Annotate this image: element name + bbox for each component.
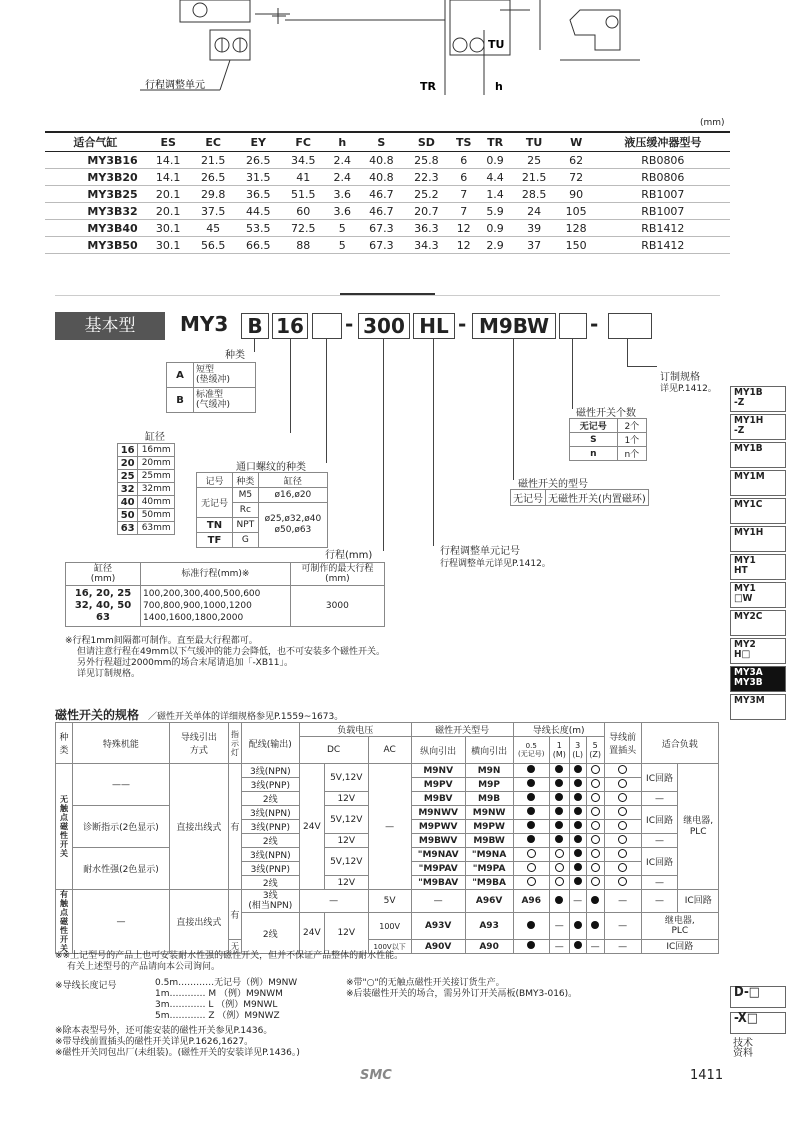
dimension-table (45, 131, 730, 254)
open-dot-icon (527, 849, 536, 858)
tab-x[interactable]: -X□ (730, 1012, 786, 1034)
table-row: MY3B16 14.1 21.5 26.5 34.5 2.4 40.8 25.8 6 0.9 25 62 RB0806 (45, 152, 730, 169)
filled-dot-icon (527, 793, 535, 801)
open-dot-icon (555, 877, 564, 886)
open-dot-icon (618, 765, 627, 774)
open-dot-icon (527, 877, 536, 886)
adjust-sub: 行程调整单元详见P.1412。 (440, 559, 551, 569)
column-header: EY (236, 132, 281, 152)
smc-logo: SMC (360, 1068, 392, 1083)
right-notes: ※带"○"的无触点磁性开关接订货生产。 ※后装磁性开关的场合，需另外订开关鬲板(BMY3-016)。 (346, 978, 578, 999)
filled-dot-icon (574, 941, 582, 949)
stroke-notes: ※行程1mm间隔都可制作。直至最大行程都可。 但请注意行程在49mm以下气缓冲的能力会降低，也不可安装多个磁性开关。 另外行程超过2000mm的场合末尾请追加「-XB11」。 详见订制规格。 (65, 636, 385, 679)
open-dot-icon (618, 835, 627, 844)
tab-my1-□w[interactable]: MY1 □W (730, 582, 786, 608)
open-dot-icon (555, 863, 564, 872)
tab-my3a-my3b[interactable]: MY3A MY3B (730, 666, 786, 692)
filled-dot-icon (574, 793, 582, 801)
table-row: 2线 12V "M9BAV "M9BA — (56, 876, 719, 890)
filled-dot-icon (574, 863, 582, 871)
column-header: TR (479, 132, 512, 152)
bore-label: 缸径 (145, 432, 165, 443)
port-label: 通口螺纹的种类 (236, 462, 306, 473)
custom-label: 订制规格 (660, 372, 700, 383)
switch-count-label: 磁性开关个数 (576, 408, 636, 419)
table-row: MY3B20 14.1 26.5 31.5 41 2.4 40.8 22.3 6 4.4 21.5 72 RB0806 (45, 169, 730, 186)
table-row: 诊断指示(2色显示) 3线(NPN) 5V,12V M9NWV M9NW IC回路 (56, 806, 719, 820)
filled-dot-icon (555, 793, 563, 801)
switch-model-label: 磁性开关的型号 (518, 479, 588, 490)
tab-my1h--z[interactable]: MY1H -Z (730, 414, 786, 440)
filled-dot-icon (527, 779, 535, 787)
filled-dot-icon (574, 877, 582, 885)
filled-dot-icon (555, 821, 563, 829)
open-dot-icon (555, 849, 564, 858)
svg-text:TU: TU (488, 38, 505, 51)
column-header: SD (404, 132, 449, 152)
open-dot-icon (591, 835, 600, 844)
table-row: 3线(PNP) "M9PAV "M9PA (56, 862, 719, 876)
stroke-label: 行程(mm) (325, 550, 373, 561)
filled-dot-icon (527, 921, 535, 929)
open-dot-icon (618, 793, 627, 802)
tab-my1m[interactable]: MY1M (730, 470, 786, 496)
tab-my1h[interactable]: MY1H (730, 526, 786, 552)
filled-dot-icon (527, 941, 535, 949)
page-number: 1411 (690, 1068, 724, 1083)
code-type: B (241, 313, 269, 339)
code-bore: 16 (272, 313, 308, 339)
type-table (166, 362, 256, 413)
code-stroke: 300 (358, 313, 410, 339)
dimension-drawing (0, 0, 720, 115)
adjust-label: 行程调整单元记号 (440, 546, 520, 557)
column-header: h (326, 132, 359, 152)
basic-type-badge: 基本型 (55, 312, 165, 340)
filled-dot-icon (555, 807, 563, 815)
filled-dot-icon (574, 821, 582, 829)
table-row: B 标准型 (气缓冲) (167, 388, 256, 413)
lead-len-title: ※导线长度记号 (55, 981, 117, 991)
table-row: 16 16mm (118, 444, 175, 457)
open-dot-icon (618, 863, 627, 872)
code-switch: M9BW (472, 313, 556, 339)
tab-my2-h□[interactable]: MY2 H□ (730, 638, 786, 664)
filled-dot-icon (574, 807, 582, 815)
open-dot-icon (618, 821, 627, 830)
filled-dot-icon (574, 921, 582, 929)
column-header: 液压缓冲器型号 (596, 132, 730, 152)
open-dot-icon (618, 807, 627, 816)
filled-dot-icon (591, 921, 599, 929)
code-custom (608, 313, 652, 339)
column-header: 适合气缸 (45, 132, 146, 152)
filled-dot-icon (527, 807, 535, 815)
table-row: 耐水性强(2色显示) 3线(NPN) 5V,12V "M9NAV "M9NA IC回路 (56, 848, 719, 862)
table-row: 有触点磁性开关 — 直接出线式 有 3线 (相当NPN) — 5V — A96V A96 — — — IC回路 (56, 890, 719, 913)
table-row: 3线(PNP) M9PV M9P (56, 778, 719, 792)
column-header: EC (191, 132, 236, 152)
open-dot-icon (591, 849, 600, 858)
filled-dot-icon (574, 835, 582, 843)
type-label: 种类 (225, 350, 245, 361)
table-row: 40 40mm (118, 496, 175, 509)
tab-my1-ht[interactable]: MY1 HT (730, 554, 786, 580)
filled-dot-icon (527, 765, 535, 773)
table-row: 3线(PNP) M9PWV M9PW (56, 820, 719, 834)
table-row: 32 32mm (118, 483, 175, 496)
unit-label: (mm) (700, 118, 725, 128)
port-table: 记号 种类 缸径 无记号 M5 ø16,ø20 Rc ø25,ø32,ø40 ø50,ø63 TN NPT TF G (196, 472, 328, 548)
table-row: 63 63mm (118, 522, 175, 535)
open-dot-icon (591, 877, 600, 886)
bore-table (117, 443, 175, 535)
code-prefix: MY3 (180, 312, 229, 336)
open-dot-icon (527, 863, 536, 872)
column-header: TS (449, 132, 479, 152)
table-row: MY3B25 20.1 29.8 36.5 51.5 3.6 46.7 25.2 7 1.4 28.5 90 RB1007 (45, 186, 730, 203)
table-row: 无 100V以下 A90V A90 — — — IC回路 (56, 940, 719, 954)
stroke-table: 缸径 (mm) 标准行程(mm)※ 可制作的最大行程 (mm) 16, 20, 25 32, 40, 50 63 100,200,300,400,500,600 700,800,900,1000,1200 1400,1600,1800,2000 3000 (65, 562, 385, 627)
table-row: 无触点磁性开关 —— 直接出线式 有 3线(NPN) 24V 5V,12V — M9NV M9N IC回路 继电器, PLC (56, 764, 719, 778)
table-row: MY3B40 30.1 45 53.5 72.5 5 67.3 36.3 12 0.9 39 128 RB1412 (45, 220, 730, 237)
switch-model-table: 无记号 无磁性开关(内置磁环) (510, 489, 649, 506)
table-row: 20 20mm (118, 457, 175, 470)
open-dot-icon (618, 849, 627, 858)
table-row: 2线 24V 12V 100V A93V A93 — — 继电器, PLC (56, 913, 719, 940)
filled-dot-icon (574, 765, 582, 773)
custom-sub: 详见P.1412。 (660, 384, 717, 394)
open-dot-icon (618, 877, 627, 886)
svg-text:h: h (495, 80, 503, 93)
filled-dot-icon (527, 821, 535, 829)
table-row: MY3B32 20.1 37.5 44.5 60 3.6 46.7 20.7 7 5.9 24 105 RB1007 (45, 203, 730, 220)
open-dot-icon (591, 765, 600, 774)
filled-dot-icon (574, 779, 582, 787)
open-dot-icon (591, 863, 600, 872)
table-row: 25 25mm (118, 470, 175, 483)
switch-count-table: 无记号 2个 S 1个 n n个 (569, 418, 647, 461)
switch-spec-table: 种类 特殊机能 导线引出 方式 指示灯 配线(输出) 负载电压 磁性开关型号 导线长度(m) 导线前 置插头 适合负载 DC AC 纵向引出 横向引出 0.5 (无记号) 1 (M) 3 (L) 5 (Z) 无触点磁性开关 —— 直接出线式 有 3线(NPN) 24V 5V,12V — M9NV M9N IC回路 继电器, PLC 3线(PNP) M9PV M9P 2线 12V M9BV M9B — 诊断指示(2色显示) 3线(NPN) 5V,12V M9NWV M9NW IC回路 3线(PNP) M9PWV M9PW 2线 12V M9BWV M9BW — 耐水性强(2色显示) 3线(NPN) 5V,12V "M9NAV "M9NA IC回路 3线(PNP) "M9PAV "M9PA 2线 12V "M9BAV "M9BA — 有触点磁性开关 — 直接出线式 有 3线 (相当NPN) — 5V — A96V A96 — — — IC回路 2线 24V 12V 100V A93V A93 — — 继电器, PLC 无 100V以下 A90V A90 — — — IC回路 (55, 722, 719, 954)
filled-dot-icon (555, 765, 563, 773)
tab-my2c[interactable]: MY2C (730, 610, 786, 636)
tab-my3m[interactable]: MY3M (730, 694, 786, 720)
filled-dot-icon (555, 779, 563, 787)
column-header: FC (281, 132, 326, 152)
tab-tech[interactable]: 技术 资料 (730, 1038, 786, 1062)
open-dot-icon (591, 779, 600, 788)
stroke-adjust-label: 行程调整单元 (145, 80, 205, 91)
open-dot-icon (591, 793, 600, 802)
tab-my1b--z[interactable]: MY1B -Z (730, 386, 786, 412)
tab-my1c[interactable]: MY1C (730, 498, 786, 524)
table-row: 2线 12V M9BWV M9BW — (56, 834, 719, 848)
tab-my1b[interactable]: MY1B (730, 442, 786, 468)
table-row: A 短型 (垫缓冲) (167, 363, 256, 388)
filled-dot-icon (527, 835, 535, 843)
column-header: TU (512, 132, 557, 152)
code-port (312, 313, 342, 339)
code-adjust: HL (413, 313, 455, 339)
code-switch-count (559, 313, 587, 339)
open-dot-icon (591, 807, 600, 816)
switch-spec-title: 磁性开关的规格 (55, 708, 140, 722)
table-row: 50 50mm (118, 509, 175, 522)
table-row: MY3B50 30.1 56.5 66.5 88 5 67.3 34.3 12 2.9 37 150 RB1412 (45, 237, 730, 254)
filled-dot-icon (591, 896, 599, 904)
filled-dot-icon (574, 849, 582, 857)
filled-dot-icon (555, 896, 563, 904)
switch-spec-subtitle: ／磁性开关单体的详细规格参见P.1559~1673。 (148, 712, 344, 722)
svg-text:TR: TR (420, 80, 436, 93)
tab-d[interactable]: D-□ (730, 986, 786, 1008)
open-dot-icon (591, 821, 600, 830)
column-header: W (557, 132, 596, 152)
table-row: 2线 12V M9BV M9B — (56, 792, 719, 806)
column-header: ES (146, 132, 191, 152)
filled-dot-icon (555, 835, 563, 843)
open-dot-icon (618, 779, 627, 788)
column-header: S (359, 132, 404, 152)
switch-notes: ※※上记型号的产品上也可安装耐水性强的磁性开关，但并不保证产品整体的耐水性能。 有关上述型号的产品请向本公司询问。 (55, 951, 404, 972)
bottom-notes: ※除本表型号外，还可能安装的磁性开关参见P.1436。 ※带导线前置插头的磁性开关详见P.1626,1627。 ※磁性开关同包出厂(未组装)。(磁性开关的安装详见P.1436。) (55, 1026, 300, 1058)
lead-len-list: 0.5m…………无记号（例）M9NW 1m………… M （例）M9NWM 3m………… L （例）M9NWL 5m………… Z （例）M9NWZ (155, 978, 298, 1021)
